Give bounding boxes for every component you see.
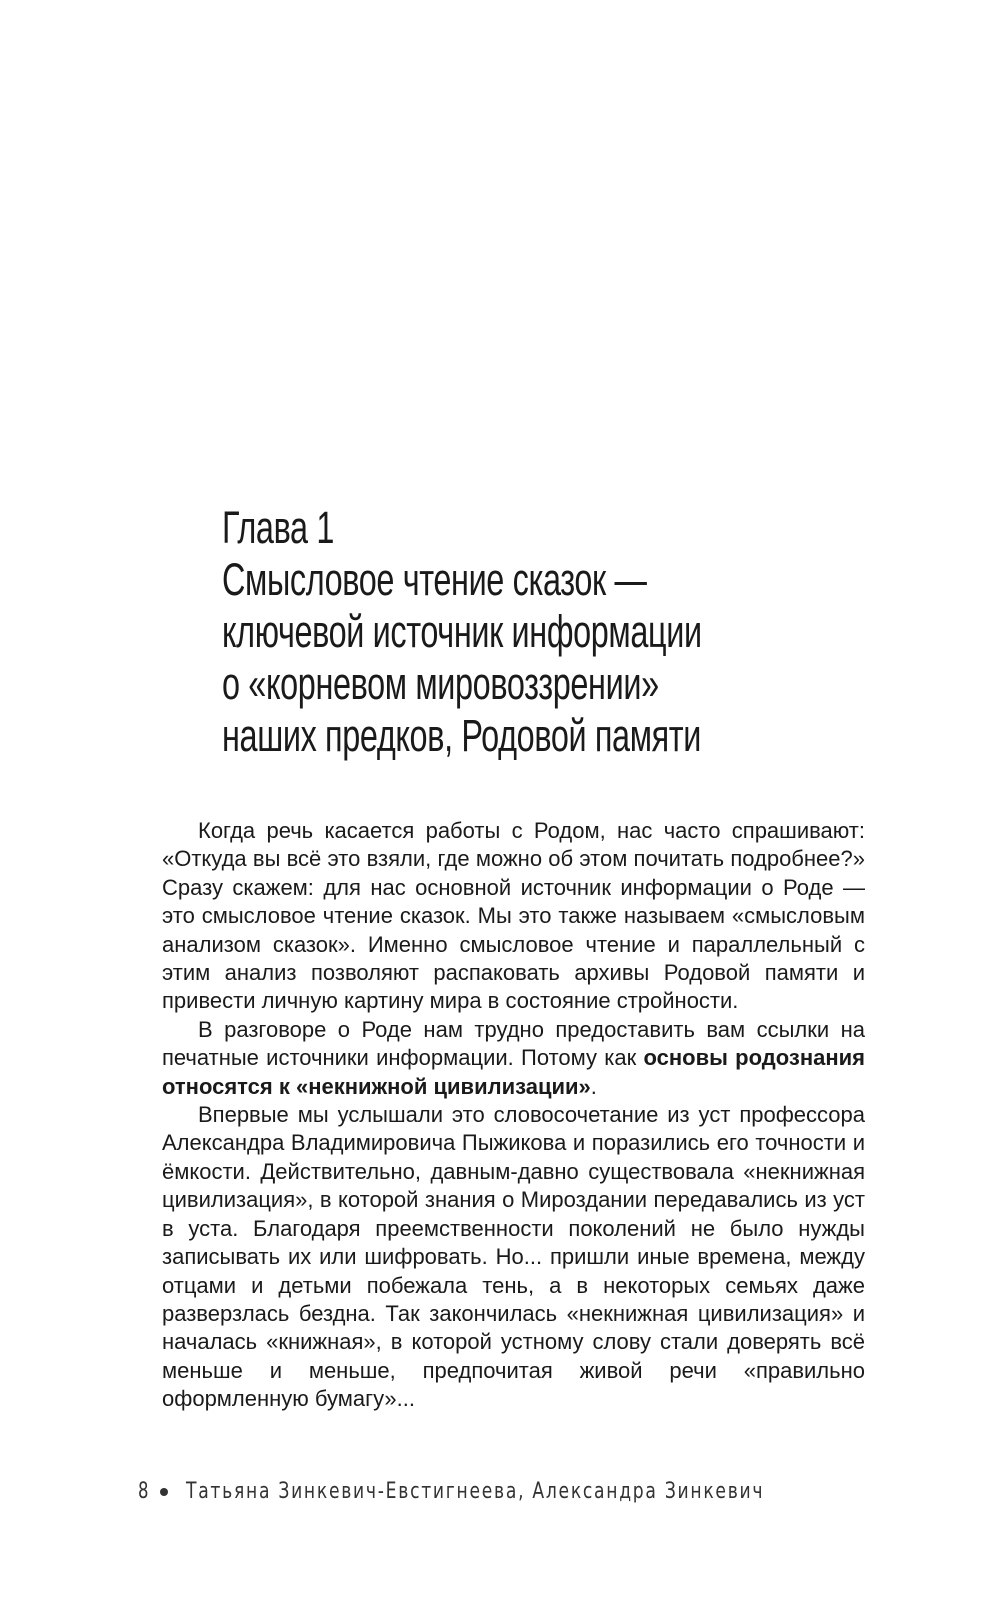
page-number: 8 bbox=[138, 1479, 149, 1504]
paragraph-2-end: . bbox=[590, 1073, 597, 1099]
paragraph-1: Когда речь касается работы с Родом, нас часто спрашивают: «Откуда вы всё это взяли, где можно об этом почитать подробнее?» Сразу скажем: для нас основной источник информации о Роде — это смысловое чтение сказок. Мы это также называем «смысловым анализом сказок». Именно смысловое чтение и параллельный с этим анализ позволяют распаковать архивы Родовой памяти и привести личную картину мира в состояние стройности. bbox=[162, 818, 865, 1014]
bullet-icon bbox=[160, 1488, 168, 1496]
paragraph-2-bold: основы родознания относятся к «некнижной цивилизации» bbox=[162, 1045, 865, 1099]
body-text bbox=[162, 817, 865, 1414]
chapter-title-line-3: о «корневом мировоззрении» bbox=[222, 658, 659, 709]
paragraph-3: Впервые мы услышали это словосочетание из уст профессора Александра Владимировича Пыжикова и поразились его точности и ёмкости. Действительно, давным-давно существовала «некнижная цивилизация», в которой знания о Мироздании передавались из уст в уста. Благодаря преемственности поколений не было нужды записывать их или шифровать. Но... пришли иные времена, между отцами и детьми побежала тень, а в некоторых семьях даже разверзлась бездна. Так закончилась «некнижная цивилизация» и началась «книжная», в которой устному слову стали доверять всё меньше и меньше, предпочитая живой речи «правильно оформленную бумагу»... bbox=[162, 1102, 865, 1412]
paragraph-2-text: В разговоре о Роде нам трудно предоставить вам ссылки на печатные источники информации. Потому как bbox=[162, 1016, 865, 1071]
page-footer bbox=[138, 1479, 927, 1505]
chapter-heading bbox=[222, 502, 726, 762]
footer-authors: Татьяна Зинкевич-Евстигнеева, Александра Зинкевич bbox=[186, 1479, 765, 1504]
paragraph-2 bbox=[162, 1016, 865, 1101]
chapter-title-line-4: наших предков, Родовой памяти bbox=[222, 710, 702, 761]
chapter-label: Глава 1 bbox=[222, 502, 335, 553]
chapter-title-line-2: ключевой источник информации bbox=[222, 606, 702, 657]
chapter-title-line-1: Смысловое чтение сказок — bbox=[222, 554, 647, 605]
